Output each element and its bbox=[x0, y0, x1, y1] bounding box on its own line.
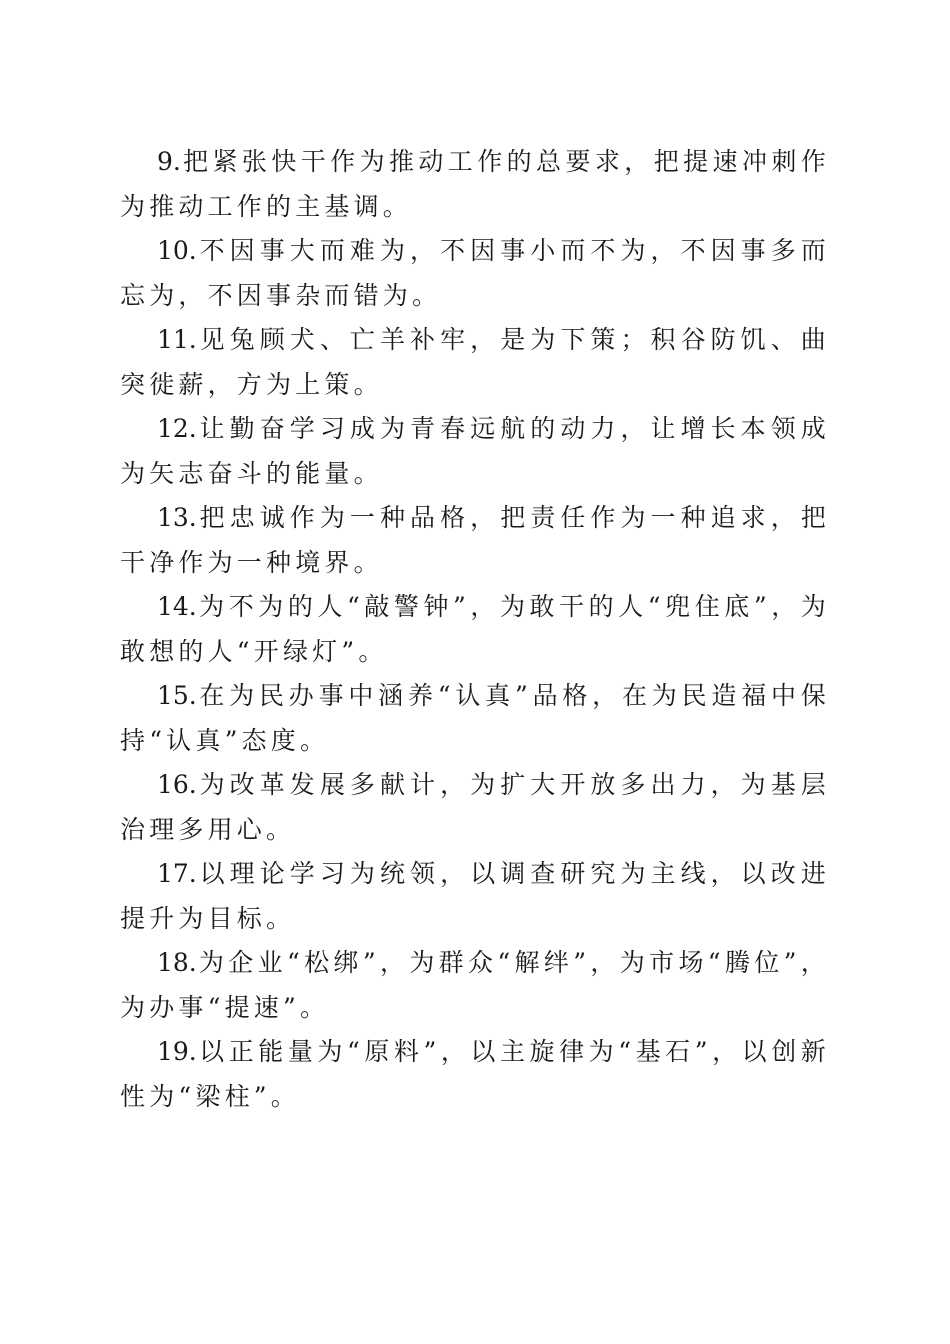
item-number: 17. bbox=[157, 859, 197, 888]
item-number: 11. bbox=[157, 325, 197, 354]
item-number: 16. bbox=[157, 770, 197, 799]
list-item-12 bbox=[120, 407, 830, 496]
item-text: 把忠诚作为一种品格，把责任作为一种追求，把干净作为一种境界。 bbox=[120, 503, 830, 577]
item-text: 为企业“松绑”，为群众“解绊”，为市场“腾位”，为办事“提速”。 bbox=[120, 948, 830, 1022]
item-number: 9. bbox=[157, 147, 181, 176]
list-item-13 bbox=[120, 496, 830, 585]
item-number: 12. bbox=[157, 414, 197, 443]
item-number: 13. bbox=[157, 503, 197, 532]
item-text: 为改革发展多献计，为扩大开放多出力，为基层治理多用心。 bbox=[120, 770, 830, 844]
item-number: 18. bbox=[157, 948, 197, 977]
list-item-17 bbox=[120, 852, 830, 941]
item-text: 让勤奋学习成为青春远航的动力，让增长本领成为矢志奋斗的能量。 bbox=[120, 414, 830, 488]
document-body bbox=[120, 140, 830, 1119]
item-number: 10. bbox=[157, 236, 197, 265]
list-item-16 bbox=[120, 763, 830, 852]
item-number: 14. bbox=[157, 592, 197, 621]
item-text: 为不为的人“敲警钟”，为敢干的人“兜住底”，为敢想的人“开绿灯”。 bbox=[120, 592, 830, 666]
item-text: 以理论学习为统领，以调查研究为主线，以改进提升为目标。 bbox=[120, 859, 830, 933]
list-item-18 bbox=[120, 941, 830, 1030]
item-text: 见兔顾犬、亡羊补牢，是为下策；积谷防饥、曲突徙薪，方为上策。 bbox=[120, 325, 830, 399]
list-item-14 bbox=[120, 585, 830, 674]
list-item-9 bbox=[120, 140, 830, 229]
item-number: 19. bbox=[157, 1037, 197, 1066]
list-item-19 bbox=[120, 1030, 830, 1119]
list-item-10 bbox=[120, 229, 830, 318]
item-text: 以正能量为“原料”，以主旋律为“基石”，以创新性为“梁柱”。 bbox=[120, 1037, 830, 1111]
item-text: 在为民办事中涵养“认真”品格，在为民造福中保持“认真”态度。 bbox=[120, 681, 830, 755]
item-number: 15. bbox=[157, 681, 197, 710]
item-text: 不因事大而难为，不因事小而不为，不因事多而忘为，不因事杂而错为。 bbox=[120, 236, 830, 310]
list-item-11 bbox=[120, 318, 830, 407]
item-text: 把紧张快干作为推动工作的总要求，把提速冲刺作为推动工作的主基调。 bbox=[120, 147, 830, 221]
list-item-15 bbox=[120, 674, 830, 763]
